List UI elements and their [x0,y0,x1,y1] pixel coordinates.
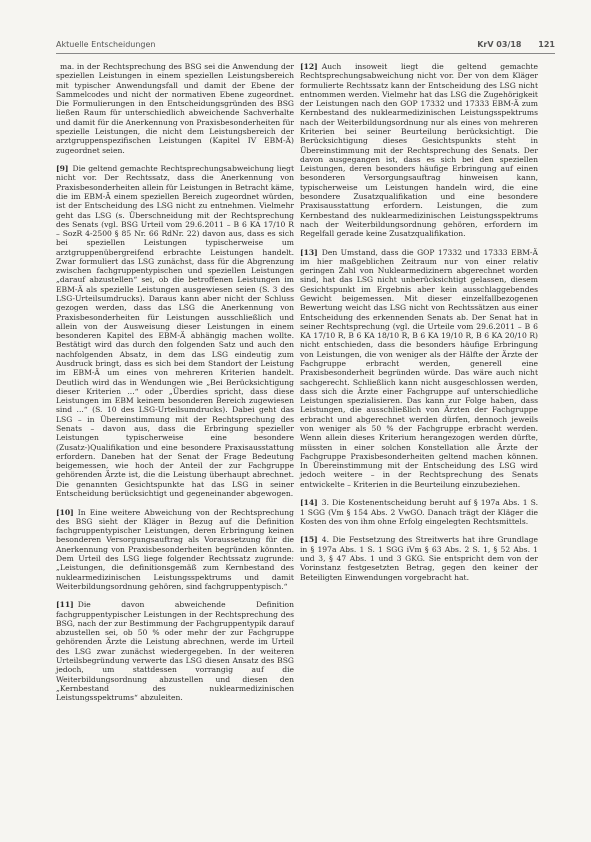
paragraph-text: Auch insoweit liegt die geltend gemachte Rechtsprechungsabweichung nicht vor. Der von dem Kläger formulierte Rechtssatz kann der Entscheidung des LSG nicht entnommen werden. Vielmehr hat das LSG die Zugehörigkeit der Leistungen nach den GOP 17332 und 17333 EBM-Ä zum Kernbestand des nuklearmedizinischen Leistungsspektrums nach der Weiterbildungsordnung nur als eines von mehreren Kriterien bei seiner Beurteilung berücksichtigt. Die Berücksichtigung dieses Gesichtspunkts steht in Übereinstimmung mit der Rechtsprechung des Senats. Der davon ausgegangen ist, dass es sich bei den speziellen Leistungen, deren besonders häufige Erbringung auf einen besonderen Versorgungsauftrag hinweisen kann, typischerweise um Leistungen handeln wird, die eine besondere Zusatzqualifikation und eine besondere Praxisausstattung erfordern. Leistungen, die zum Kernbestand des nuklearmedizinischen Leistungsspektrums nach der Weiterbildungsordnung gehören, erfordern im Regelfall gerade keine Zusatzqualifikation. [300,62,538,239]
right-column [300,62,538,591]
left-column [56,62,294,712]
paragraph-text: 4. Die Festsetzung des Streitwerts hat ihre Grundlage in § 197a Abs. 1 S. 1 SGG iVm § 63 Abs. 2 S. 1, § 52 Abs. 1 und 3, § 47 Abs. 1 und 3 GKG. Sie entspricht dem von der Vorinstanz festgesetzten Betrag, gegen den keiner der Beteiligten Einwendungen vorgebracht hat. [300,535,538,582]
paragraph-9 [56,164,294,498]
paragraph-text: Die geltend gemachte Rechtsprechungsabweichung liegt nicht vor. Der Rechtssatz, dass die Anerkennung von Praxisbesonderheiten allein für Leistungen in Betracht käme, die im EBM-Ä einem speziellen Bereich zugeordnet würden, ist der Entscheidung des LSG nicht zu entnehmen. Vielmehr geht das LSG (s. Überschneidung mit der Rechtsprechung des Senats (vgl. BSG Urteil vom 29.6.2011 – B 6 KA 17/10 R – SozR 4-2500 § 85 Nr. 66 RdNr. 22) davon aus, dass es sich bei speziellen Leistungen typischerweise um arztgruppenübergreifend erbrachte Leistungen handelt. Zwar formuliert das LSG zunächst, dass für die Abgrenzung zwischen fachgruppentypischen und speziellen Leistungen „darauf abzustellen“ sei, ob die betroffenen Leistungen im EBM-Ä als spezielle Leistungen ausgewiesen seien (S. 3 des LSG-Urteilsumdrucks). Daraus kann aber nicht der Schluss gezogen werden, dass das LSG die Anerkennung von Praxisbesonderheiten für Leistungen ausschließlich und allein von der Ausweisung dieser Leistungen in einem besonderen Kapitel des EBM-Ä abhängig machen wollte. Bestätigt wird das durch den folgenden Satz und auch den nachfolgenden Absatz, in dem das LSG eindeutig zum Ausdruck bringt, dass es sich bei dem Standort der Leistung im EBM-Ä um eines von mehreren Kriterien handelt. Deutlich wird das in Wendungen wie „Bei Berücksichtigung dieser Kriterien ...“ oder „Überdies spricht, dass diese Leistungen im EBM keinem besonderen Bereich zugewiesen sind ...“ (S. 10 des LSG-Urteilsumdrucks). Dabei geht das LSG – in Übereinstimmung mit der Rechtsprechung des Senats – davon aus, dass die Erbringung spezieller Leistungen typischerweise eine besondere (Zusatz-)Qualifikation und eine besondere Praxisausstattung erfordern. Daneben hat der Senat der Frage Bedeutung beigemessen, wie hoch der Anteil der zur Fachgruppe gehörenden Ärzte ist, die die Leistung überhaupt abrechnet. Die genannten Gesichtspunkte hat das LSG in seiner Entscheidung berücksichtigt und gegeneinander abgewogen. [56,164,294,498]
paragraph-13 [300,248,538,489]
paragraph-text: ma. in der Rechtsprechung des BSG sei die Anwendung der speziellen Leistungen in einem speziellen Leistungsbereich mit typischer Anwendungsfall und damit der Ebene der Sammelcodes und nicht der normativen Ebene zugeordnet. Die Formulierungen in den Entscheidungsgründen des BSG ließen Raum für unterschiedlich abweichende Sachverhalte und damit für die Anerkennung von Praxisbesonderheiten für spezielle Leistungen, die nicht dem Leistungsbereich der arztgruppenspezifischen Leistungen (Kapitel IV EBM-Ä) zugeordnet seien. [56,62,294,155]
paragraph-text: 3. Die Kostenentscheidung beruht auf § 197a Abs. 1 S. 1 SGG (Vm § 154 Abs. 2 VwGO. Danach trägt der Kläger die Kosten des von ihm ohne Erfolg eingelegten Rechtsmittels. [300,498,538,526]
paragraph-text: In Eine weitere Abweichung von der Rechtsprechung des BSG sieht der Kläger in Bezug auf die Definition fachgruppentypischer Leistungen, deren Erbringung keinen besonderen Versorgungsauftrag als Voraussetzung für die Anerkennung von Praxisbesonderheiten begründen könnten. Dem Urteil des LSG liege folgender Rechtssatz zugrunde: „Leistungen, die definitionsgemäß zum Kernbestand des nuklearmedizinischen Leistungsspektrums und damit Weiterbildungsordnung gehören, sind fachgruppentypisch.“ [56,507,294,591]
paragraph-number: [11] [56,600,74,610]
journal-page-info [477,40,555,49]
paragraph-10 [56,508,294,592]
journal-issue: KrV 03/18 [477,40,522,49]
paragraph-text: Die davon abweichende Definition fachgruppentypischer Leistungen in der Rechtsprechung des BSG, nach der zur Bestimmung der Fachgruppentypik darauf abzustellen sei, ob 50 % oder mehr der zur Fachgruppe gehörenden Ärzte die Leistung abrechnen, werde im Urteil des LSG zwar zunächst wiedergegeben. In der weiteren Urteilsbegründung verwerte das LSG diesen Ansatz des BSG jedoch, um stattdessen vorrangig auf die Weiterbildungsordnung abzustellen und diesen den „Kernbestand des nuklearmedizinischen Leistungsspektrums“ abzuleiten. [56,600,294,703]
paragraph-15 [300,535,538,581]
paragraph-number: [10] [56,507,74,517]
paragraph-number: [15] [300,535,318,545]
paragraph-number: [12] [300,62,318,71]
header-rule [56,53,555,54]
paragraph-number: [13] [300,247,318,257]
paragraph-number: [9] [56,164,69,174]
paragraph-11 [56,600,294,702]
page-number: 121 [538,40,555,49]
section-title: Aktuelle Entscheidungen [56,40,156,49]
running-header [56,40,555,54]
paragraph-number: [14] [300,498,318,508]
paragraph-text: Den Umstand, dass die GOP 17332 und 17333 EBM-Ä im hier maßgeblichen Zeitraum nur von einer relativ geringen Zahl von Nuklearmedizinern abgerechnet worden sind, hat das LSG nicht unberücksichtigt gelassen, diesem Gesichtspunkt im Ergebnis aber kein ausschlaggebendes Gewicht beigemessen. Mit dieser einzelfallbezogenen Bewertung weicht das LSG nicht von Rechtssätzen aus einer Entscheidung des erkennenden Senats ab. Der Senat hat in seiner Rechtsprechung (vgl. die Urteile vom 29.6.2011 – B 6 KA 17/10 R, B 6 KA 18/10 R, B 6 KA 19/10 R, B 6 KA 20/10 R) nicht entschieden, dass die besonders häufige Erbringung von Leistungen, die von weniger als der Hälfte der Ärzte der Fachgruppe erbracht werden, generell eine Praxisbesonderheit begründen würde. Das wäre auch nicht sachgerecht. Schließlich kann nicht ausgeschlossen werden, dass sich die Ärzte einer Fachgruppe auf unterschiedliche Leistungen spezialisieren. Das kann zur Folge haben, dass Leistungen, die ausschließlich von Ärzten der Fachgruppe erbracht und abgerechnet werden dürfen, dennoch jeweils von weniger als 50 % der Fachgruppe erbracht werden. Wenn allein dieses Kriterium herangezogen werden dürfte, müssten in einer solchen Konstellation alle Ärzte der Fachgruppe Praxisbesonderheiten geltend machen können. In Übereinstimmung mit der Entscheidung des LSG wird jedoch weitere – in der Rechtsprechung des Senats entwickelte – Kriterien in die Beurteilung einzubeziehen. [300,247,538,489]
paragraph-8-continued [56,62,294,155]
paragraph-14 [300,498,538,526]
paragraph-12 [300,62,538,238]
